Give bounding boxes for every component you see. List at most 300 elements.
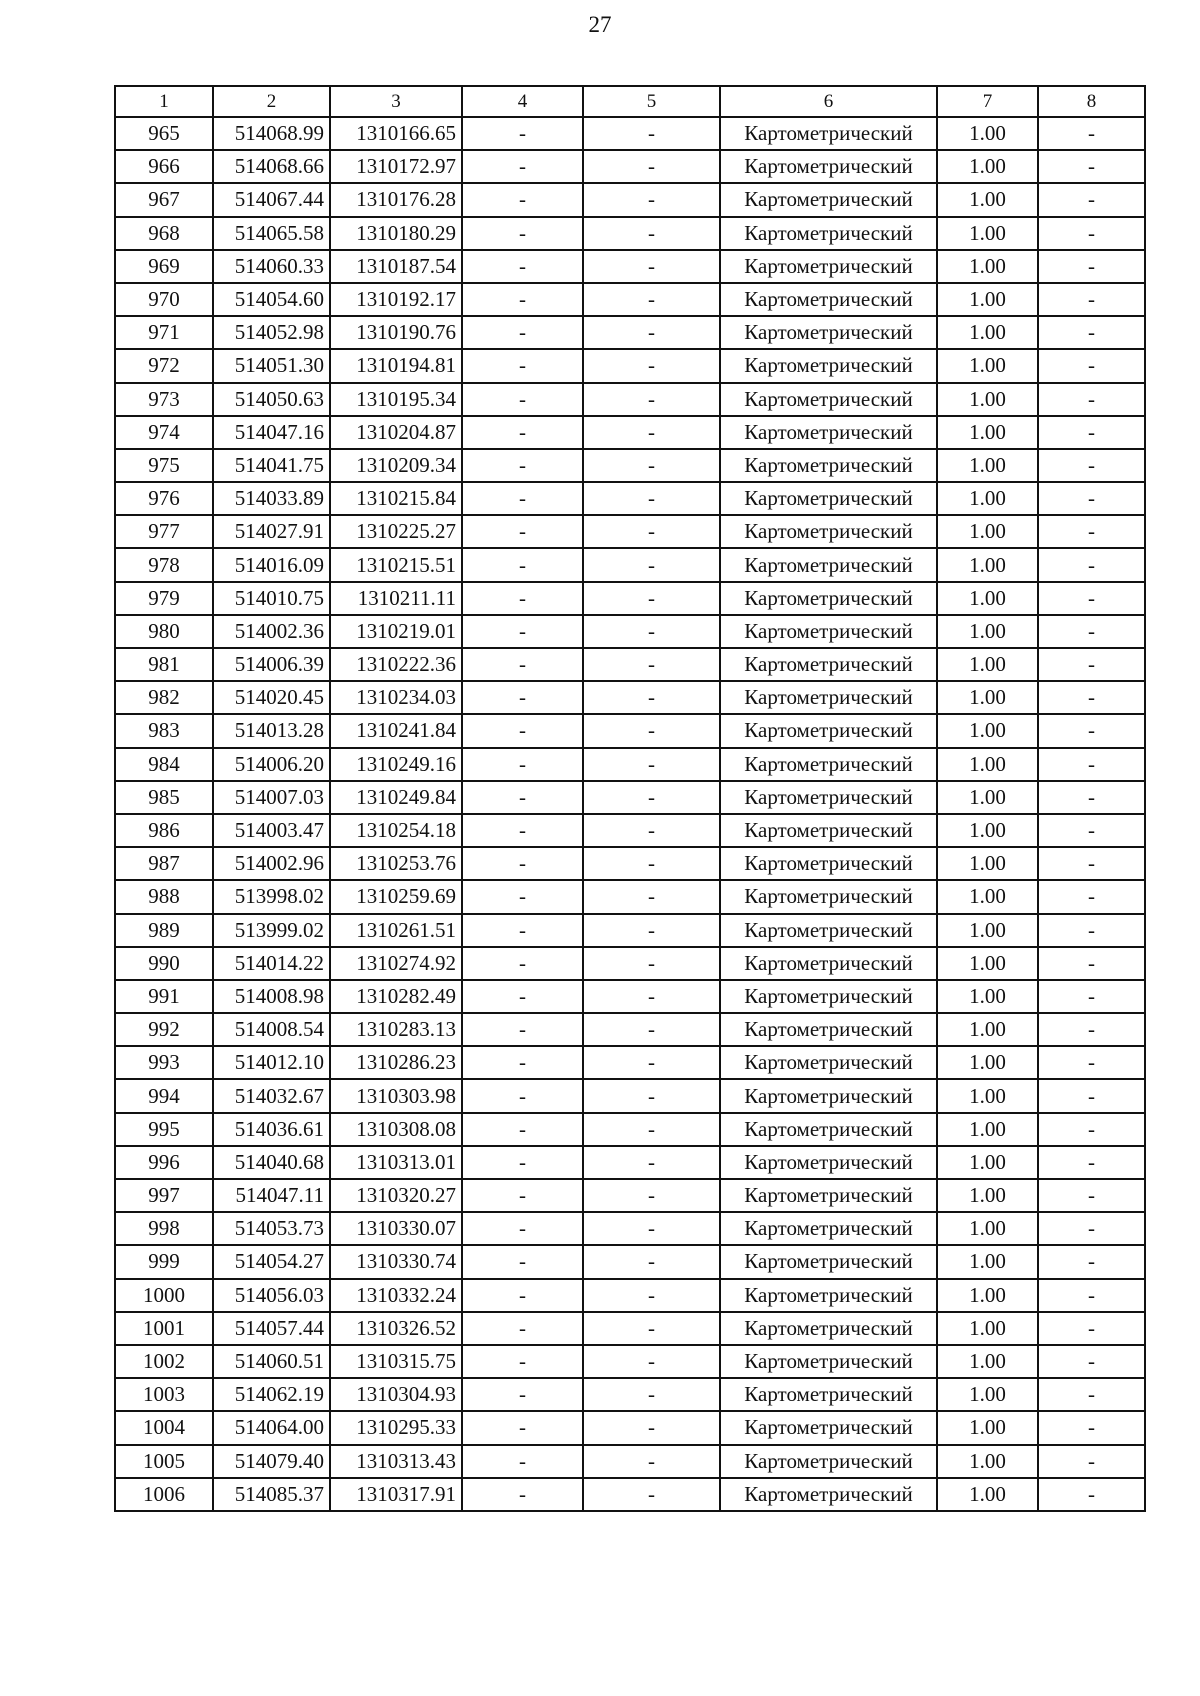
column-5-cell: -	[583, 416, 720, 449]
column-8-cell: -	[1038, 416, 1145, 449]
column-8-cell: -	[1038, 1345, 1145, 1378]
table-row	[115, 416, 1145, 449]
method-cell: Картометрический	[720, 615, 937, 648]
column-5-cell: -	[583, 383, 720, 416]
table-row	[115, 648, 1145, 681]
method-cell: Картометрический	[720, 714, 937, 747]
y-coordinate-cell: 1310283.13	[330, 1013, 462, 1046]
method-cell: Картометрический	[720, 1046, 937, 1079]
column-5-cell: -	[583, 548, 720, 581]
column-4-cell: -	[462, 1179, 583, 1212]
accuracy-cell: 1.00	[937, 914, 1038, 947]
y-coordinate-cell: 1310261.51	[330, 914, 462, 947]
column-8-cell: -	[1038, 714, 1145, 747]
y-coordinate-cell: 1310326.52	[330, 1312, 462, 1345]
method-cell: Картометрический	[720, 515, 937, 548]
column-5-cell: -	[583, 582, 720, 615]
x-coordinate-cell: 514053.73	[213, 1212, 330, 1245]
point-number-cell: 978	[115, 548, 213, 581]
y-coordinate-cell: 1310317.91	[330, 1478, 462, 1511]
point-number-cell: 970	[115, 283, 213, 316]
column-header: 5	[583, 86, 720, 117]
method-cell: Картометрический	[720, 1445, 937, 1478]
column-header: 1	[115, 86, 213, 117]
column-8-cell: -	[1038, 250, 1145, 283]
column-4-cell: -	[462, 515, 583, 548]
point-number-cell: 983	[115, 714, 213, 747]
column-5-cell: -	[583, 1445, 720, 1478]
method-cell: Картометрический	[720, 1146, 937, 1179]
table-row	[115, 349, 1145, 382]
x-coordinate-cell: 514079.40	[213, 1445, 330, 1478]
column-5-cell: -	[583, 681, 720, 714]
column-5-cell: -	[583, 117, 720, 150]
x-coordinate-cell: 514016.09	[213, 548, 330, 581]
table-row	[115, 183, 1145, 216]
y-coordinate-cell: 1310253.76	[330, 847, 462, 880]
table-row	[115, 914, 1145, 947]
column-8-cell: -	[1038, 1046, 1145, 1079]
y-coordinate-cell: 1310215.84	[330, 482, 462, 515]
column-8-cell: -	[1038, 183, 1145, 216]
y-coordinate-cell: 1310332.24	[330, 1279, 462, 1312]
accuracy-cell: 1.00	[937, 515, 1038, 548]
table-row	[115, 1013, 1145, 1046]
accuracy-cell: 1.00	[937, 1113, 1038, 1146]
column-5-cell: -	[583, 1212, 720, 1245]
point-number-cell: 1003	[115, 1378, 213, 1411]
point-number-cell: 977	[115, 515, 213, 548]
method-cell: Картометрический	[720, 1079, 937, 1112]
column-5-cell: -	[583, 1378, 720, 1411]
method-cell: Картометрический	[720, 1312, 937, 1345]
column-5-cell: -	[583, 1079, 720, 1112]
column-8-cell: -	[1038, 1279, 1145, 1312]
y-coordinate-cell: 1310304.93	[330, 1378, 462, 1411]
y-coordinate-cell: 1310313.43	[330, 1445, 462, 1478]
table-row	[115, 1212, 1145, 1245]
method-cell: Картометрический	[720, 582, 937, 615]
table-row	[115, 1146, 1145, 1179]
column-header: 3	[330, 86, 462, 117]
y-coordinate-cell: 1310166.65	[330, 117, 462, 150]
column-8-cell: -	[1038, 980, 1145, 1013]
column-4-cell: -	[462, 814, 583, 847]
y-coordinate-cell: 1310249.16	[330, 748, 462, 781]
column-4-cell: -	[462, 1146, 583, 1179]
y-coordinate-cell: 1310274.92	[330, 947, 462, 980]
x-coordinate-cell: 514002.96	[213, 847, 330, 880]
column-4-cell: -	[462, 880, 583, 913]
point-number-cell: 989	[115, 914, 213, 947]
column-4-cell: -	[462, 1378, 583, 1411]
x-coordinate-cell: 514013.28	[213, 714, 330, 747]
column-4-cell: -	[462, 1345, 583, 1378]
y-coordinate-cell: 1310320.27	[330, 1179, 462, 1212]
table-row	[115, 1345, 1145, 1378]
column-5-cell: -	[583, 980, 720, 1013]
accuracy-cell: 1.00	[937, 383, 1038, 416]
table-row	[115, 1411, 1145, 1444]
column-5-cell: -	[583, 1478, 720, 1511]
column-4-cell: -	[462, 183, 583, 216]
column-5-cell: -	[583, 183, 720, 216]
y-coordinate-cell: 1310259.69	[330, 880, 462, 913]
table-row	[115, 1179, 1145, 1212]
x-coordinate-cell: 514014.22	[213, 947, 330, 980]
column-8-cell: -	[1038, 1445, 1145, 1478]
column-4-cell: -	[462, 1245, 583, 1278]
method-cell: Картометрический	[720, 548, 937, 581]
table-row	[115, 482, 1145, 515]
method-cell: Картометрический	[720, 1245, 937, 1278]
accuracy-cell: 1.00	[937, 648, 1038, 681]
column-5-cell: -	[583, 1279, 720, 1312]
column-8-cell: -	[1038, 847, 1145, 880]
column-4-cell: -	[462, 781, 583, 814]
method-cell: Картометрический	[720, 183, 937, 216]
method-cell: Картометрический	[720, 217, 937, 250]
table-row	[115, 748, 1145, 781]
column-5-cell: -	[583, 1146, 720, 1179]
method-cell: Картометрический	[720, 1478, 937, 1511]
column-5-cell: -	[583, 814, 720, 847]
point-number-cell: 984	[115, 748, 213, 781]
table-row	[115, 880, 1145, 913]
y-coordinate-cell: 1310234.03	[330, 681, 462, 714]
column-8-cell: -	[1038, 150, 1145, 183]
x-coordinate-cell: 514010.75	[213, 582, 330, 615]
method-cell: Картометрический	[720, 1013, 937, 1046]
table-row	[115, 283, 1145, 316]
x-coordinate-cell: 514032.67	[213, 1079, 330, 1112]
column-4-cell: -	[462, 1212, 583, 1245]
column-8-cell: -	[1038, 582, 1145, 615]
column-4-cell: -	[462, 714, 583, 747]
point-number-cell: 1001	[115, 1312, 213, 1345]
column-8-cell: -	[1038, 1013, 1145, 1046]
x-coordinate-cell: 514067.44	[213, 183, 330, 216]
accuracy-cell: 1.00	[937, 1146, 1038, 1179]
table-row	[115, 217, 1145, 250]
method-cell: Картометрический	[720, 781, 937, 814]
column-5-cell: -	[583, 150, 720, 183]
x-coordinate-cell: 513998.02	[213, 880, 330, 913]
x-coordinate-cell: 514020.45	[213, 681, 330, 714]
column-4-cell: -	[462, 615, 583, 648]
y-coordinate-cell: 1310209.34	[330, 449, 462, 482]
column-4-cell: -	[462, 1312, 583, 1345]
column-8-cell: -	[1038, 1146, 1145, 1179]
column-header: 7	[937, 86, 1038, 117]
column-5-cell: -	[583, 914, 720, 947]
y-coordinate-cell: 1310187.54	[330, 250, 462, 283]
table-body	[115, 117, 1145, 1511]
column-8-cell: -	[1038, 548, 1145, 581]
accuracy-cell: 1.00	[937, 1345, 1038, 1378]
x-coordinate-cell: 514007.03	[213, 781, 330, 814]
table-row	[115, 1245, 1145, 1278]
y-coordinate-cell: 1310176.28	[330, 183, 462, 216]
column-4-cell: -	[462, 914, 583, 947]
table-row	[115, 1312, 1145, 1345]
accuracy-cell: 1.00	[937, 748, 1038, 781]
column-5-cell: -	[583, 748, 720, 781]
x-coordinate-cell: 514036.61	[213, 1113, 330, 1146]
x-coordinate-cell: 514085.37	[213, 1478, 330, 1511]
accuracy-cell: 1.00	[937, 150, 1038, 183]
x-coordinate-cell: 514052.98	[213, 316, 330, 349]
column-4-cell: -	[462, 1445, 583, 1478]
column-8-cell: -	[1038, 681, 1145, 714]
y-coordinate-cell: 1310215.51	[330, 548, 462, 581]
x-coordinate-cell: 514060.51	[213, 1345, 330, 1378]
column-8-cell: -	[1038, 648, 1145, 681]
column-4-cell: -	[462, 1279, 583, 1312]
column-8-cell: -	[1038, 1411, 1145, 1444]
table-row	[115, 1478, 1145, 1511]
column-5-cell: -	[583, 349, 720, 382]
x-coordinate-cell: 514060.33	[213, 250, 330, 283]
column-5-cell: -	[583, 1312, 720, 1345]
table-row	[115, 150, 1145, 183]
column-5-cell: -	[583, 781, 720, 814]
method-cell: Картометрический	[720, 814, 937, 847]
point-number-cell: 976	[115, 482, 213, 515]
y-coordinate-cell: 1310194.81	[330, 349, 462, 382]
column-8-cell: -	[1038, 1212, 1145, 1245]
table-row	[115, 117, 1145, 150]
method-cell: Картометрический	[720, 449, 937, 482]
accuracy-cell: 1.00	[937, 1013, 1038, 1046]
accuracy-cell: 1.00	[937, 615, 1038, 648]
point-number-cell: 966	[115, 150, 213, 183]
column-5-cell: -	[583, 615, 720, 648]
column-4-cell: -	[462, 416, 583, 449]
method-cell: Картометрический	[720, 1212, 937, 1245]
method-cell: Картометрический	[720, 1279, 937, 1312]
column-8-cell: -	[1038, 1312, 1145, 1345]
x-coordinate-cell: 514054.27	[213, 1245, 330, 1278]
x-coordinate-cell: 514056.03	[213, 1279, 330, 1312]
column-4-cell: -	[462, 748, 583, 781]
accuracy-cell: 1.00	[937, 449, 1038, 482]
y-coordinate-cell: 1310222.36	[330, 648, 462, 681]
column-5-cell: -	[583, 449, 720, 482]
column-8-cell: -	[1038, 748, 1145, 781]
table-row	[115, 383, 1145, 416]
y-coordinate-cell: 1310313.01	[330, 1146, 462, 1179]
column-4-cell: -	[462, 482, 583, 515]
y-coordinate-cell: 1310219.01	[330, 615, 462, 648]
x-coordinate-cell: 514003.47	[213, 814, 330, 847]
x-coordinate-cell: 514051.30	[213, 349, 330, 382]
point-number-cell: 974	[115, 416, 213, 449]
column-4-cell: -	[462, 681, 583, 714]
column-8-cell: -	[1038, 283, 1145, 316]
method-cell: Картометрический	[720, 1113, 937, 1146]
x-coordinate-cell: 514027.91	[213, 515, 330, 548]
x-coordinate-cell: 514012.10	[213, 1046, 330, 1079]
accuracy-cell: 1.00	[937, 1079, 1038, 1112]
method-cell: Картометрический	[720, 1345, 937, 1378]
x-coordinate-cell: 514033.89	[213, 482, 330, 515]
method-cell: Картометрический	[720, 316, 937, 349]
accuracy-cell: 1.00	[937, 548, 1038, 581]
column-5-cell: -	[583, 880, 720, 913]
y-coordinate-cell: 1310295.33	[330, 1411, 462, 1444]
method-cell: Картометрический	[720, 748, 937, 781]
method-cell: Картометрический	[720, 416, 937, 449]
column-header: 4	[462, 86, 583, 117]
method-cell: Картометрический	[720, 914, 937, 947]
y-coordinate-cell: 1310315.75	[330, 1345, 462, 1378]
column-header: 2	[213, 86, 330, 117]
method-cell: Картометрический	[720, 1411, 937, 1444]
y-coordinate-cell: 1310286.23	[330, 1046, 462, 1079]
table-row	[115, 1279, 1145, 1312]
table-row	[115, 847, 1145, 880]
point-number-cell: 1005	[115, 1445, 213, 1478]
y-coordinate-cell: 1310308.08	[330, 1113, 462, 1146]
column-4-cell: -	[462, 847, 583, 880]
x-coordinate-cell: 514041.75	[213, 449, 330, 482]
column-4-cell: -	[462, 980, 583, 1013]
column-4-cell: -	[462, 1079, 583, 1112]
y-coordinate-cell: 1310180.29	[330, 217, 462, 250]
column-8-cell: -	[1038, 1378, 1145, 1411]
column-4-cell: -	[462, 582, 583, 615]
table-row	[115, 947, 1145, 980]
column-5-cell: -	[583, 316, 720, 349]
column-8-cell: -	[1038, 1245, 1145, 1278]
y-coordinate-cell: 1310172.97	[330, 150, 462, 183]
column-5-cell: -	[583, 648, 720, 681]
x-coordinate-cell: 514008.98	[213, 980, 330, 1013]
method-cell: Картометрический	[720, 947, 937, 980]
column-8-cell: -	[1038, 781, 1145, 814]
point-number-cell: 971	[115, 316, 213, 349]
table-row	[115, 1445, 1145, 1478]
column-5-cell: -	[583, 1113, 720, 1146]
accuracy-cell: 1.00	[937, 316, 1038, 349]
table-row	[115, 714, 1145, 747]
point-number-cell: 965	[115, 117, 213, 150]
accuracy-cell: 1.00	[937, 1411, 1038, 1444]
method-cell: Картометрический	[720, 980, 937, 1013]
table-row	[115, 1113, 1145, 1146]
column-4-cell: -	[462, 316, 583, 349]
accuracy-cell: 1.00	[937, 1046, 1038, 1079]
accuracy-cell: 1.00	[937, 1445, 1038, 1478]
accuracy-cell: 1.00	[937, 217, 1038, 250]
table-row	[115, 316, 1145, 349]
table-row	[115, 1079, 1145, 1112]
x-coordinate-cell: 514006.39	[213, 648, 330, 681]
column-5-cell: -	[583, 1179, 720, 1212]
point-number-cell: 986	[115, 814, 213, 847]
column-8-cell: -	[1038, 1179, 1145, 1212]
method-cell: Картометрический	[720, 383, 937, 416]
point-number-cell: 967	[115, 183, 213, 216]
point-number-cell: 1002	[115, 1345, 213, 1378]
column-4-cell: -	[462, 449, 583, 482]
table-row	[115, 615, 1145, 648]
method-cell: Картометрический	[720, 1378, 937, 1411]
column-4-cell: -	[462, 117, 583, 150]
method-cell: Картометрический	[720, 1179, 937, 1212]
accuracy-cell: 1.00	[937, 250, 1038, 283]
x-coordinate-cell: 514047.11	[213, 1179, 330, 1212]
table-row	[115, 980, 1145, 1013]
method-cell: Картометрический	[720, 150, 937, 183]
accuracy-cell: 1.00	[937, 183, 1038, 216]
column-5-cell: -	[583, 217, 720, 250]
column-5-cell: -	[583, 1046, 720, 1079]
method-cell: Картометрический	[720, 880, 937, 913]
column-5-cell: -	[583, 1411, 720, 1444]
point-number-cell: 980	[115, 615, 213, 648]
x-coordinate-cell: 514002.36	[213, 615, 330, 648]
point-number-cell: 973	[115, 383, 213, 416]
y-coordinate-cell: 1310204.87	[330, 416, 462, 449]
accuracy-cell: 1.00	[937, 1312, 1038, 1345]
column-8-cell: -	[1038, 482, 1145, 515]
page-number: 27	[588, 12, 612, 37]
accuracy-cell: 1.00	[937, 416, 1038, 449]
column-8-cell: -	[1038, 449, 1145, 482]
point-number-cell: 996	[115, 1146, 213, 1179]
method-cell: Картометрический	[720, 648, 937, 681]
column-4-cell: -	[462, 217, 583, 250]
method-cell: Картометрический	[720, 847, 937, 880]
column-4-cell: -	[462, 648, 583, 681]
y-coordinate-cell: 1310225.27	[330, 515, 462, 548]
table-row	[115, 814, 1145, 847]
y-coordinate-cell: 1310330.74	[330, 1245, 462, 1278]
column-5-cell: -	[583, 250, 720, 283]
point-number-cell: 982	[115, 681, 213, 714]
point-number-cell: 995	[115, 1113, 213, 1146]
column-8-cell: -	[1038, 117, 1145, 150]
point-number-cell: 968	[115, 217, 213, 250]
accuracy-cell: 1.00	[937, 1245, 1038, 1278]
x-coordinate-cell: 514057.44	[213, 1312, 330, 1345]
column-5-cell: -	[583, 847, 720, 880]
accuracy-cell: 1.00	[937, 947, 1038, 980]
x-coordinate-cell: 514065.58	[213, 217, 330, 250]
accuracy-cell: 1.00	[937, 1378, 1038, 1411]
column-8-cell: -	[1038, 914, 1145, 947]
column-4-cell: -	[462, 383, 583, 416]
method-cell: Картометрический	[720, 250, 937, 283]
accuracy-cell: 1.00	[937, 349, 1038, 382]
accuracy-cell: 1.00	[937, 681, 1038, 714]
accuracy-cell: 1.00	[937, 847, 1038, 880]
method-cell: Картометрический	[720, 117, 937, 150]
x-coordinate-cell: 514047.16	[213, 416, 330, 449]
y-coordinate-cell: 1310192.17	[330, 283, 462, 316]
column-4-cell: -	[462, 1013, 583, 1046]
accuracy-cell: 1.00	[937, 1279, 1038, 1312]
column-5-cell: -	[583, 1245, 720, 1278]
accuracy-cell: 1.00	[937, 1212, 1038, 1245]
accuracy-cell: 1.00	[937, 1179, 1038, 1212]
x-coordinate-cell: 514068.99	[213, 117, 330, 150]
accuracy-cell: 1.00	[937, 880, 1038, 913]
column-5-cell: -	[583, 714, 720, 747]
column-8-cell: -	[1038, 515, 1145, 548]
